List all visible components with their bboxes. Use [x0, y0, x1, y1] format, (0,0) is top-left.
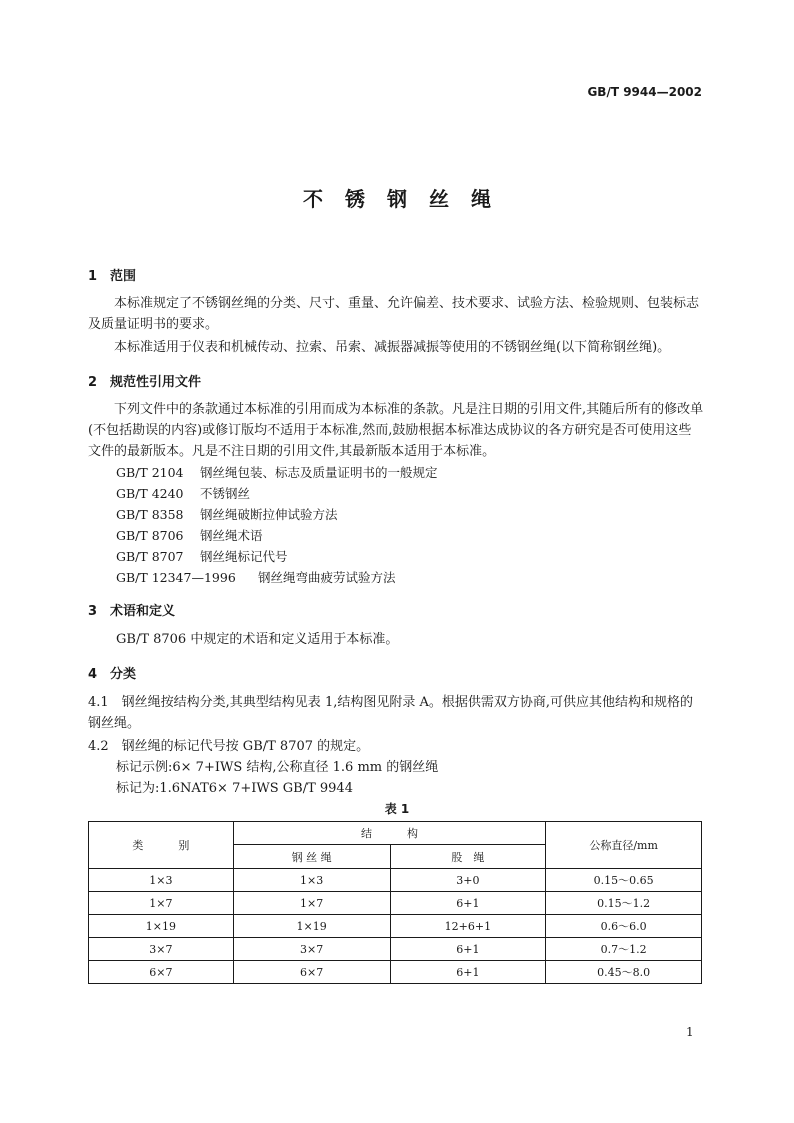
reference-item [116, 568, 396, 586]
table-row [89, 961, 702, 984]
section-3-heading [88, 600, 175, 619]
cell-rope: 1×3 [233, 869, 390, 892]
cell-strand: 6+1 [390, 892, 546, 915]
cell-diameter: 0.15～0.65 [546, 869, 702, 892]
cell-diameter: 0.6～6.0 [546, 915, 702, 938]
section-1-paragraph-2: 本标准适用于仪表和机械传动、拉索、吊索、减振器减振等使用的不锈钢丝绳(以下简称钢丝绳)。 [114, 340, 671, 355]
reference-item [116, 484, 250, 502]
reference-title: 钢丝绳破断拉伸试验方法 [200, 507, 338, 522]
section-1-heading [88, 265, 136, 284]
section-title: 分类 [110, 667, 137, 682]
clause-4-2: 4.2 钢丝绳的标记代号按 GB/T 8707 的规定。 [88, 739, 370, 754]
table-row [89, 869, 702, 892]
reference-title: 钢丝绳标记代号 [200, 549, 288, 564]
reference-item [116, 505, 338, 523]
section-number: 3 [88, 604, 98, 619]
section-title: 范围 [110, 269, 137, 284]
standard-code: GB/T 9944—2002 [587, 85, 702, 99]
section-number: 1 [88, 269, 98, 284]
marking-example: 标记示例:6× 7+IWS 结构,公称直径 1.6 mm 的钢丝绳 [116, 760, 439, 775]
cell-category: 1×7 [89, 892, 234, 915]
section-1-paragraph-1: 本标准规定了不锈钢丝绳的分类、尺寸、重量、允许偏差、技术要求、试验方法、检验规则、包装标志及质量证明书的要求。 [88, 296, 700, 332]
section-2-heading [88, 371, 201, 390]
page-number: 1 [686, 1025, 694, 1039]
cell-rope: 1×7 [233, 892, 390, 915]
header-diameter: 公称直径/mm [546, 822, 702, 869]
reference-title: 不锈钢丝 [200, 486, 251, 501]
reference-title: 钢丝绳术语 [200, 528, 263, 543]
table-row [89, 938, 702, 961]
cell-category: 1×19 [89, 915, 234, 938]
header-rope: 钢 丝 绳 [233, 845, 390, 869]
cell-strand: 12+6+1 [390, 915, 546, 938]
clause-4-1: 4.1 钢丝绳按结构分类,其典型结构见表 1,结构图见附录 A。根据供需双方协商,可供应其他结构和规格的钢丝绳。 [88, 695, 693, 731]
reference-code: GB/T 8706 [116, 528, 184, 543]
cell-diameter: 0.45～8.0 [546, 961, 702, 984]
reference-title: 钢丝绳包装、标志及质量证明书的一般规定 [200, 465, 438, 480]
section-number: 4 [88, 667, 98, 682]
cell-category: 3×7 [89, 938, 234, 961]
marking-result: 标记为:1.6NAT6× 7+IWS GB/T 9944 [116, 781, 353, 796]
cell-strand: 3+0 [390, 869, 546, 892]
section-title: 术语和定义 [110, 604, 176, 619]
header-strand: 股 绳 [390, 845, 546, 869]
header-category: 类 别 [89, 822, 234, 869]
section-3-paragraph: GB/T 8706 中规定的术语和定义适用于本标准。 [116, 632, 399, 647]
header-structure: 结 构 [233, 822, 545, 845]
reference-code: GB/T 12347—1996 [116, 570, 236, 585]
reference-code: GB/T 2104 [116, 465, 184, 480]
cell-category: 6×7 [89, 961, 234, 984]
reference-item [116, 463, 438, 481]
cell-rope: 1×19 [233, 915, 390, 938]
table-caption: 表 1 [384, 802, 410, 816]
reference-title: 钢丝绳弯曲疲劳试验方法 [258, 570, 396, 585]
cell-diameter: 0.7～1.2 [546, 938, 702, 961]
reference-code: GB/T 8358 [116, 507, 184, 522]
reference-code: GB/T 8707 [116, 549, 184, 564]
cell-diameter: 0.15～1.2 [546, 892, 702, 915]
document-title: 不锈钢丝绳 [303, 187, 513, 211]
cell-rope: 6×7 [233, 961, 390, 984]
reference-code: GB/T 4240 [116, 486, 184, 501]
table-row [89, 915, 702, 938]
cell-rope: 3×7 [233, 938, 390, 961]
section-title: 规范性引用文件 [110, 375, 202, 390]
cell-strand: 6+1 [390, 961, 546, 984]
table-row [89, 892, 702, 915]
section-4-heading [88, 663, 136, 682]
structure-table [88, 821, 702, 984]
section-2-intro: 下列文件中的条款通过本标准的引用而成为本标准的条款。凡是注日期的引用文件,其随后所有的修改单(不包括勘误的内容)或修订版均不适用于本标准,然而,鼓励根据本标准达成协议的各方研究是否可使用这些文件的最新版本。凡是不注日期的引用文件,其最新版本适用于本标准。 [88, 402, 704, 459]
cell-category: 1×3 [89, 869, 234, 892]
cell-strand: 6+1 [390, 938, 546, 961]
section-number: 2 [88, 375, 98, 390]
table-header-row [89, 822, 702, 845]
reference-item [116, 526, 263, 544]
reference-item [116, 547, 288, 565]
